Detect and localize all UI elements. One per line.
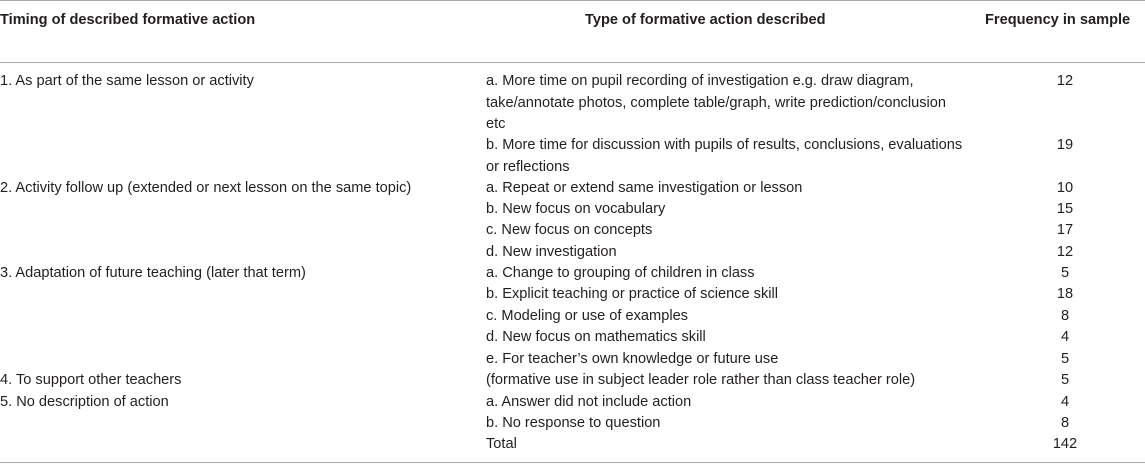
frequency-cell: 8 xyxy=(1060,308,1070,324)
frequency-cell: 5 xyxy=(1060,372,1070,388)
timing-cell: 4. To support other teachers xyxy=(0,372,182,388)
type-cell: a. Repeat or extend same investigation or lesson xyxy=(486,180,803,196)
timing-cell: 2. Activity follow up (extended or next lesson on the same topic) xyxy=(0,180,412,196)
frequency-cell: 5 xyxy=(1060,351,1070,367)
type-cell: a. Answer did not include action xyxy=(486,394,692,410)
table-bottom-rule xyxy=(0,462,1145,463)
frequency-cell: 15 xyxy=(1056,201,1074,217)
type-cell: a. More time on pupil recording of investigation e.g. draw diagram, take/annotate photos, complete table/graph, write prediction/conclusion etc xyxy=(486,73,946,132)
frequency-cell: 12 xyxy=(1056,73,1074,89)
frequency-cell: 12 xyxy=(1056,244,1074,260)
type-cell: a. Change to grouping of children in class xyxy=(486,265,755,281)
frequency-cell: 18 xyxy=(1056,286,1074,302)
frequency-cell: 19 xyxy=(1056,137,1074,153)
table-top-rule xyxy=(0,0,1145,1)
header-rule xyxy=(0,62,1145,63)
type-cell: c. New focus on concepts xyxy=(486,222,653,238)
frequency-cell: 8 xyxy=(1060,415,1070,431)
frequency-cell: 5 xyxy=(1060,265,1070,281)
header-timing: Timing of described formative action xyxy=(0,12,256,28)
type-cell: d. New focus on mathematics skill xyxy=(486,329,706,345)
timing-cell: 5. No description of action xyxy=(0,394,169,410)
frequency-cell: 4 xyxy=(1060,329,1070,345)
type-cell: c. Modeling or use of examples xyxy=(486,308,688,324)
type-cell: (formative use in subject leader role rather than class teacher role) xyxy=(486,372,916,388)
type-cell: e. For teacher’s own knowledge or future use xyxy=(486,351,779,367)
frequency-cell: 10 xyxy=(1056,180,1074,196)
type-cell: d. New investigation xyxy=(486,244,617,260)
type-cell: b. New focus on vocabulary xyxy=(486,201,666,217)
total-value: 142 xyxy=(1052,436,1078,452)
timing-cell: 3. Adaptation of future teaching (later that term) xyxy=(0,265,306,281)
header-frequency: Frequency in sample xyxy=(985,12,1131,28)
header-type: Type of formative action described xyxy=(585,12,826,28)
type-cell: b. No response to question xyxy=(486,415,661,431)
type-cell: b. More time for discussion with pupils of results, conclusions, evaluations or reflections xyxy=(486,137,963,175)
type-cell: b. Explicit teaching or practice of science skill xyxy=(486,286,779,302)
frequency-cell: 4 xyxy=(1060,394,1070,410)
total-label: Total xyxy=(486,436,517,452)
timing-cell: 1. As part of the same lesson or activity xyxy=(0,73,254,89)
frequency-cell: 17 xyxy=(1056,222,1074,238)
